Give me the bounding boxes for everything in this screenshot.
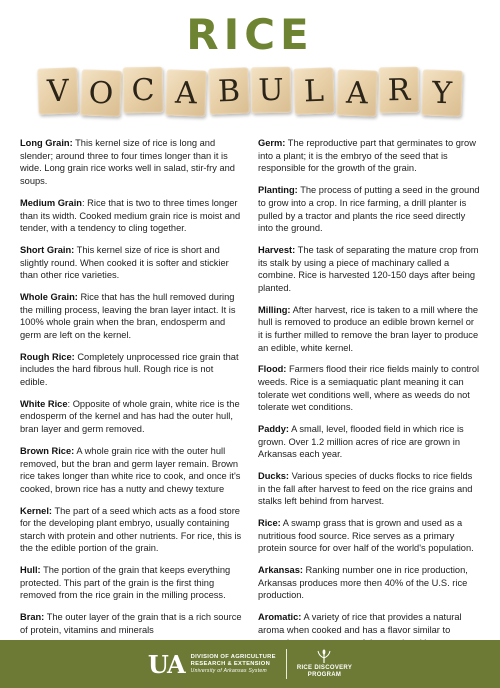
vocab-definition: The part of a seed which acts as a food store for the developing plant embryo, usually containing starch with protein and other nutrients. For rice, this is the the edible portion of the grain. — [20, 505, 242, 554]
program-name: RICE DISCOVERY — [296, 665, 353, 671]
vocab-entry — [20, 611, 242, 636]
vocab-entry — [258, 517, 480, 555]
vocab-entry — [258, 137, 480, 175]
letter-tile: B — [208, 67, 250, 114]
vocab-definition: Rice that has the hull removed during the milling process, leaving the bran layer intact. It is 100% whole grain when the bran, endosperm and germ are left on the kernel. — [20, 292, 236, 340]
vocab-definition: : Opposite of whole grain, white rice is the endosperm of the kernel and has had the outer hull, bran layer and germ removed. — [20, 398, 240, 435]
rice-discovery-program — [297, 649, 352, 679]
vocab-term: Arkansas: — [258, 565, 303, 576]
vocab-term: Germ: — [258, 138, 286, 149]
vocab-entry — [20, 505, 242, 555]
vocab-entry — [258, 470, 480, 508]
vocab-definition: Various species of ducks flocks to rice fields in the fall after harvest to feed on the rice grains and stalks left behind from harvest. — [258, 471, 473, 507]
vocab-entry — [258, 244, 480, 294]
vocab-entry — [20, 351, 242, 389]
vocabulary-columns — [20, 128, 480, 633]
vocab-term: Hull: — [20, 565, 41, 576]
footer-divider — [286, 649, 287, 679]
vocab-definition: A whole grain rice with the outer hull removed, but the bran and germ layer remain. Brown rice takes longer than white rice to cook, and once it's cooked, brown rice has a nutty and chewy texture — [20, 445, 241, 494]
vocab-definition: : Rice that is two to three times longer than its width. Cooked medium grain rice is moist and tender, with a tendency to cling together. — [20, 197, 241, 234]
vocab-definition: After harvest, rice is taken to a mill where the hull is removed to produce an edible brown kernel or it is further milled to remove the bran layer to produce an edible, white kernel. — [258, 304, 479, 353]
vocab-definition: This kernel size of rice is short and slightly round. When cooked it is softer and stickier than other rice varieties. — [20, 245, 229, 281]
vocab-entry — [20, 244, 242, 282]
vocab-definition: The process of putting a seed in the ground to grow into a crop. In rice farming, a drill planter is pulled by a tractor and plants the rice seed directly into the ground. — [258, 185, 480, 234]
division-block — [191, 654, 276, 675]
vocab-definition: A swamp grass that is grown and used as a nutritious food source. Rice serves as a primary protein source for over half of the world's population. — [258, 518, 474, 554]
vocab-entry — [20, 137, 242, 187]
letter-tile: O — [80, 69, 122, 116]
vocab-entry — [20, 398, 242, 436]
vocab-term: Medium Grain — [20, 197, 82, 208]
vocab-term: Milling: — [258, 304, 291, 315]
vocab-entry — [258, 564, 480, 602]
vocab-term: Rice: — [258, 518, 281, 529]
vocab-term: Aromatic: — [258, 612, 302, 623]
vocab-entry — [258, 304, 480, 354]
letter-tile: U — [251, 67, 292, 114]
vocab-definition: The reproductive part that germinates to grow into a plant; it is the embryo of the seed that is responsible for the growth of the grain. — [258, 138, 476, 174]
rice-plant-icon — [316, 649, 332, 663]
vocab-definition: Completely unprocessed rice grain that includes the hard fibrous hull. Rough rice is not edible. — [20, 351, 239, 387]
vocab-definition: A small, level, flooded field in which rice is grown. Over 1.2 million acres of rice are grown in Arkansas each year. — [258, 424, 464, 460]
right-column — [258, 128, 480, 633]
vocab-term: Flood: — [258, 364, 287, 375]
vocab-definition: The portion of the grain that keeps everything protected. This part of the grain is the first thing removed from the rice grain in the milling process. — [20, 565, 231, 601]
letter-tile: V — [37, 67, 79, 114]
vocab-term: Planting: — [258, 185, 298, 196]
vocab-term: Short Grain: — [20, 245, 75, 256]
letter-tile: A — [165, 69, 207, 116]
ua-logo: UA — [147, 649, 185, 679]
vocab-definition: A variety of rice that provides a natural aroma when cooked and has a flavor similar to — [258, 612, 462, 635]
vocab-term: Kernel: — [20, 505, 53, 516]
vocab-definition: Farmers flood their rice fields mainly to control weeds. Rice is a semiaquatic plant meaning it can tolerate wet conditions well, where as weeds do not tolerate wet conditions. — [258, 364, 480, 413]
vocab-definition: The task of separating the mature crop from its stalk by using a piece of machinary called a combine. Rice is harvested 120-150 days after being planted. — [258, 245, 479, 293]
vocab-term: Whole Grain: — [20, 292, 78, 303]
vocab-term: Ducks: — [258, 471, 290, 482]
letter-tile: L — [293, 67, 335, 114]
vocab-entry — [20, 291, 242, 341]
letter-tile: C — [123, 67, 164, 114]
vocab-term: Harvest: — [258, 245, 296, 256]
vocab-term: White Rice — [20, 398, 68, 409]
letter-tile: A — [336, 69, 378, 116]
vocab-definition: This kernel size of rice is long and slender; around three to four times longer than it is wide. Long grain rice works well in salad, stir-fry and soups. — [20, 138, 235, 187]
vocab-entry — [258, 184, 480, 234]
left-column — [20, 128, 242, 633]
vocab-entry — [258, 363, 480, 413]
vocab-term: Long Grain: — [20, 138, 73, 149]
vocab-entry — [20, 564, 242, 602]
vocab-entry — [20, 197, 242, 235]
program-label: PROGRAM — [307, 672, 342, 678]
division-subtitle: RESEARCH & EXTENSION — [190, 660, 271, 667]
division-name: DIVISION OF AGRICULTURE — [190, 653, 276, 660]
vocab-entry — [20, 445, 242, 495]
letter-tile: Y — [421, 69, 463, 116]
vocab-term: Brown Rice: — [20, 445, 75, 456]
vocab-definition: The outer layer of the grain that is a rich source of protein, vitamins and minerals — [20, 612, 242, 635]
vocab-entry — [258, 423, 480, 461]
letter-tile: R — [379, 67, 420, 114]
vocab-term: Bran: — [20, 612, 45, 623]
university-system: University of Arkansas System — [190, 667, 267, 674]
vocab-definition: Ranking number one in rice production, Arkansas produces more then 40% of the U.S. rice production. — [258, 565, 468, 601]
vocab-term: Paddy: — [258, 424, 289, 435]
vocabulary-tiles — [38, 66, 462, 116]
footer-bar — [0, 640, 500, 688]
page-title: RICE — [186, 10, 314, 59]
vocab-term: Rough Rice: — [20, 351, 75, 362]
